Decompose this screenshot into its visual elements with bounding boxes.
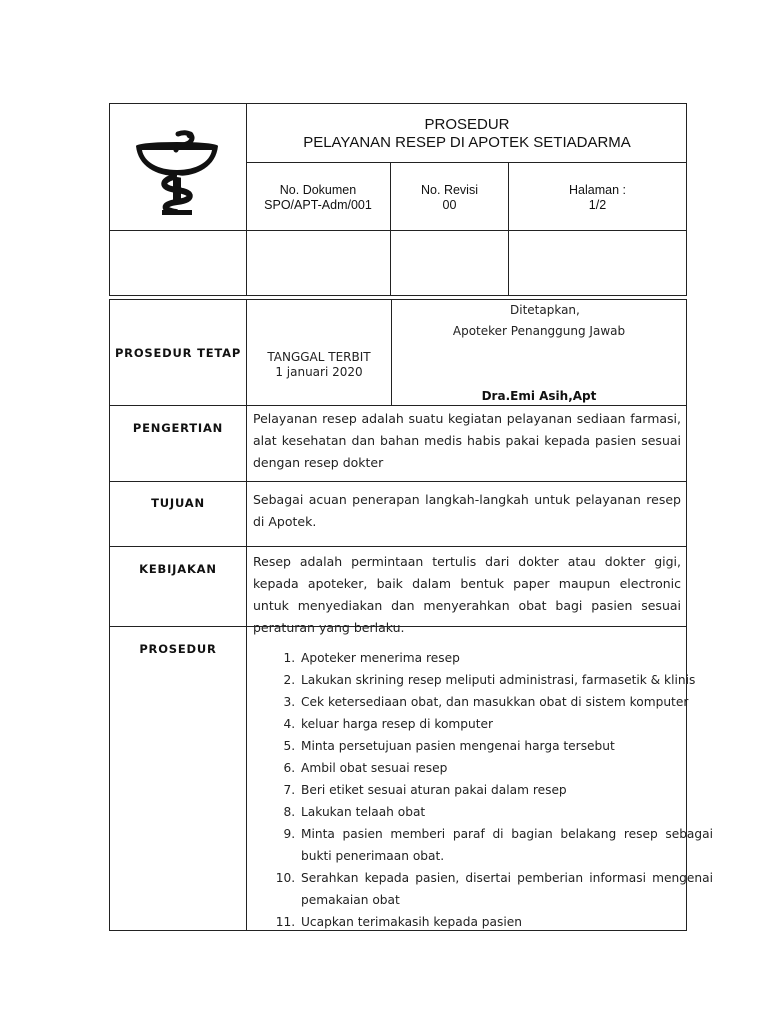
title-line-1: PROSEDUR (424, 116, 510, 133)
purpose-label: TUJUAN (151, 496, 205, 510)
definition-text: Pelayanan resep adalah suatu kegiatan pelayanan sediaan farmasi, alat kesehatan dan bahan medis habis pakai kepada pasien sesuai dengan resep dokter (253, 411, 681, 470)
procedure-table (109, 299, 713, 931)
list-item: 8. Lakukan telaah obat (299, 801, 713, 823)
divider (246, 162, 686, 163)
divider (110, 481, 686, 482)
approved-label: Ditetapkan, (510, 303, 580, 317)
divider (508, 162, 509, 295)
approver-name: Dra.Emi Asih,Apt (481, 389, 597, 403)
document-title (247, 116, 687, 152)
divider (110, 546, 686, 547)
title-line-2: PELAYANAN RESEP DI APOTEK SETIADARMA (303, 134, 631, 151)
header-table (109, 103, 687, 296)
divider (110, 230, 686, 231)
list-item: 11. Ucapkan terimakasih kepada pasien (299, 911, 713, 933)
approver-role: Apoteker Penanggung Jawab (452, 324, 626, 338)
list-item: 3. Cek ketersediaan obat, dan masukkan obat di sistem komputer (299, 691, 713, 713)
list-item: 1. Apoteker menerima resep (299, 647, 713, 669)
procedure-steps (267, 647, 713, 933)
bowl-of-hygieia-icon (132, 124, 222, 216)
divider (246, 300, 247, 930)
definition-label: PENGERTIAN (132, 421, 224, 435)
policy-label: KEBIJAKAN (139, 562, 217, 576)
page-label: Halaman : (569, 183, 626, 197)
document-number-value: SPO/APT-Adm/001 (264, 198, 372, 212)
purpose-text: Sebagai acuan penerapan langkah-langkah untuk pelayanan resep di Apotek. (253, 492, 681, 529)
revision-value: 00 (442, 198, 457, 212)
divider (390, 162, 391, 295)
issue-date-value: 1 januari 2020 (275, 365, 363, 379)
list-item: 7. Beri etiket sesuai aturan pakai dalam resep (299, 779, 713, 801)
issue-date-cell (247, 350, 391, 380)
document-number-cell (246, 183, 390, 213)
document-number-label: No. Dokumen (279, 183, 357, 197)
list-item: 4. keluar harga resep di komputer (299, 713, 713, 735)
procedure-label: PROSEDUR (139, 642, 217, 656)
list-item: 10. Serahkan kepada pasien, disertai pemberian informasi mengenai pemakaian obat (299, 867, 713, 911)
list-item: 2. Lakukan skrining resep meliputi administrasi, farmasetik & klinis (299, 669, 713, 691)
divider (110, 405, 686, 406)
revision-label: No. Revisi (421, 183, 478, 197)
list-item: 5. Minta persetujuan pasien mengenai harga tersebut (299, 735, 713, 757)
revision-cell (391, 183, 508, 213)
issue-date-label: TANGGAL TERBIT (267, 350, 371, 364)
page-value: 1/2 (588, 198, 607, 212)
list-item: 9. Minta pasien memberi paraf di bagian belakang resep sebagai bukti penerimaan obat. (299, 823, 713, 867)
policy-text: Resep adalah permintaan tertulis dari dokter atau dokter gigi, kepada apoteker, baik dalam bentuk paper maupun electronic untuk menyediakan dan menyerahkan obat bagi pasien sesuai peraturan yang berlaku. (253, 554, 681, 635)
procedure-type-label: PROSEDUR TETAP (114, 346, 242, 360)
page-cell (509, 183, 686, 213)
list-item: 6. Ambil obat sesuai resep (299, 757, 713, 779)
